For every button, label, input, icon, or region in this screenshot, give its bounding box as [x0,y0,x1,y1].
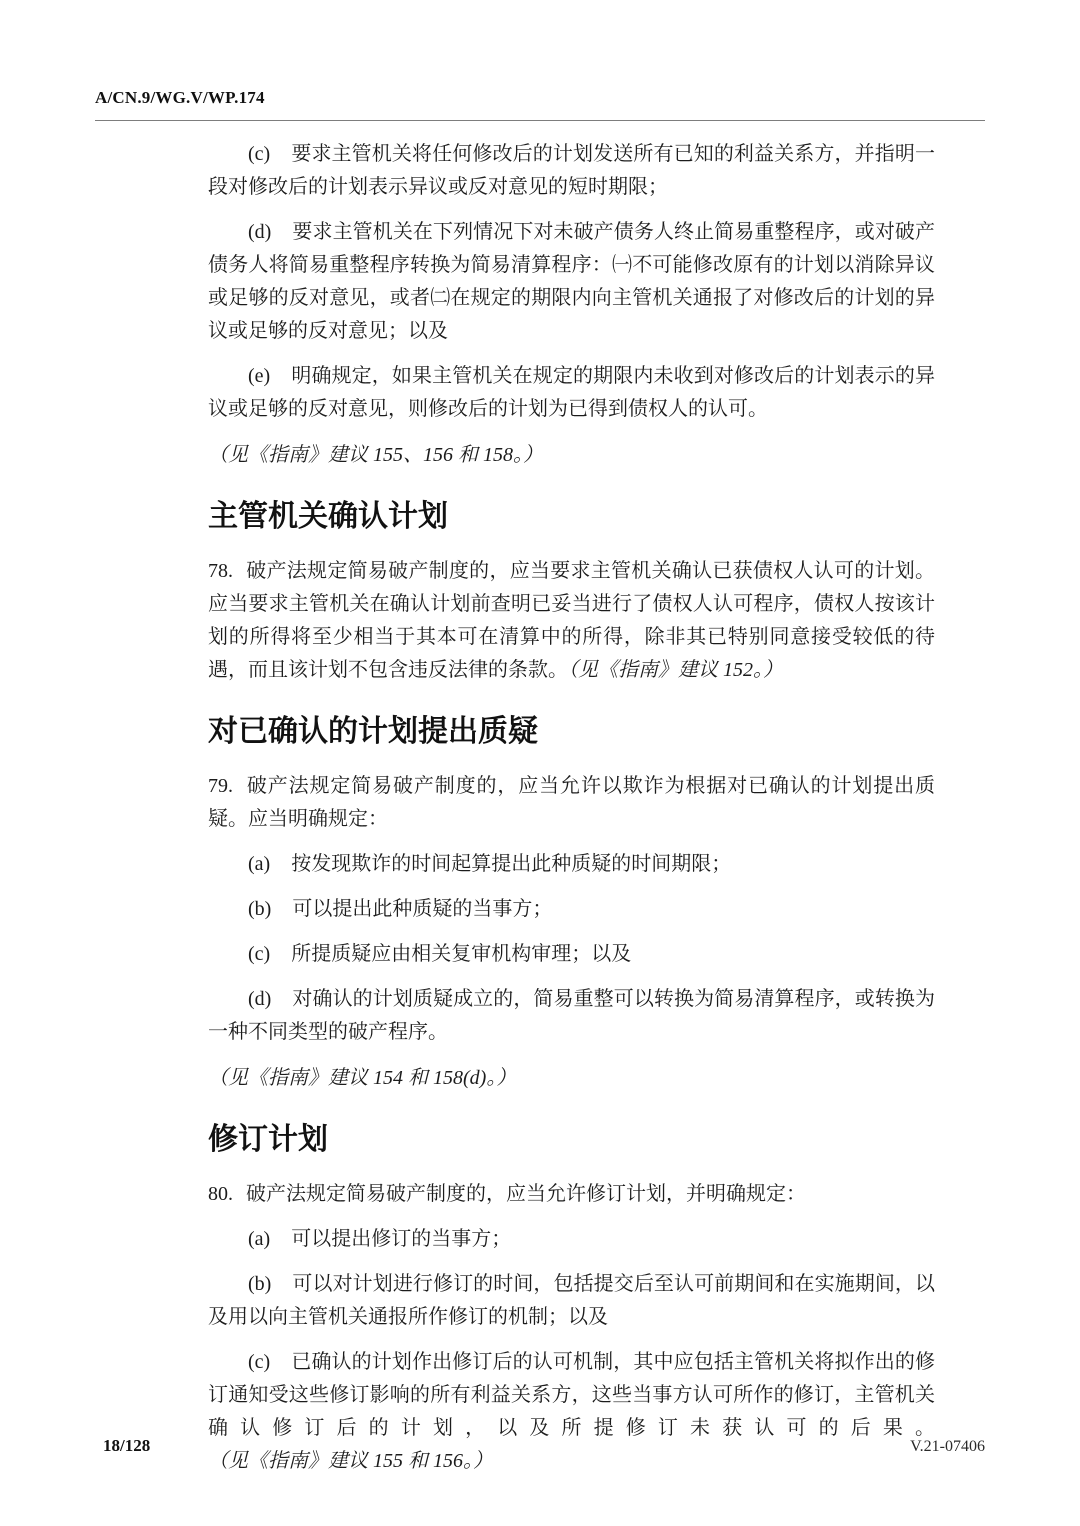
subparagraph-79c [208,938,935,971]
paragraph-number: 78. [208,560,233,582]
subparagraph-text: 可以对计划进行修订的时间，包括提交后至认可前期间和在实施期间，以及用以向主管机关通报所作修订的机制；以及 [208,1273,935,1328]
subparagraph-label: (b) [248,898,272,920]
subparagraph-c [208,138,935,204]
subparagraph-label: (d) [248,221,272,243]
subparagraph-79b [208,893,935,926]
subparagraph-text: 已确认的计划作出修订后的认可机制，其中应包括主管机关将拟作出的修订通知受这些修订影响的所有利益关系方，这些当事方认可所作的修订，主管机关确认修订后的计划，以及所提修订未获认可的后果。 [208,1351,935,1439]
subparagraph-text: 按发现欺诈的时间起算提出此种质疑的时间期限； [291,853,732,875]
document-body [208,126,935,1490]
subparagraph-79d [208,983,935,1049]
paragraph-80 [208,1178,935,1211]
subparagraph-text: 对确认的计划质疑成立的，简易重整可以转换为简易清算程序，或转换为一种不同类型的破产程序。 [208,988,935,1043]
subparagraph-text: 明确规定，如果主管机关在规定的期限内未收到对修改后的计划表示的异议或足够的反对意见，则修改后的计划为已得到债权人的认可。 [208,365,935,420]
inline-citation: （见《指南》建议 155 和 156。） [208,1450,493,1472]
subparagraph-label: (c) [248,143,271,165]
subparagraph-80a [208,1223,935,1256]
subparagraph-80b [208,1268,935,1334]
subparagraph-label: (c) [248,943,271,965]
subparagraph-label: (c) [248,1351,271,1373]
section-heading-amendment: 修订计划 [208,1123,328,1156]
subparagraph-text: 要求主管机关在下列情况下对未破产债务人终止简易重整程序，或对破产债务人将简易重整程序转换为简易清算程序：㈠不可能修改原有的计划以消除异议或足够的反对意见，或者㈡在规定的期限内向主管机关通报了对修改后的计划的异议或足够的反对意见；以及 [208,221,935,342]
subparagraph-80c [208,1346,935,1478]
subparagraph-label: (a) [248,853,271,875]
subparagraph-d [208,216,935,348]
paragraph-text: 破产法规定简易破产制度的，应当允许以欺诈为根据对已确认的计划提出质疑。应当明确规定： [208,775,935,830]
job-number: V.21-07406 [910,1438,985,1455]
subparagraph-label: (d) [248,988,272,1010]
page-footer [95,1436,985,1456]
paragraph-number: 80. [208,1183,233,1205]
section-heading-challenge: 对已确认的计划提出质疑 [208,715,538,748]
citation-note: （见《指南》建议 154 和 158(d)。） [208,1067,517,1089]
subparagraph-79a [208,848,935,881]
paragraph-text: 破产法规定简易破产制度的，应当要求主管机关确认已获债权人认可的计划。应当要求主管机关在确认计划前查明已妥当进行了债权人认可程序，债权人按该计划的所得将至少相当于其本可在清算中的所得，除非其已特别同意接受较低的待遇，而且该计划不包含违反法律的条款。 [208,560,935,681]
document-symbol: A/CN.9/WG.V/WP.174 [95,88,265,107]
subparagraph-text: 所提质疑应由相关复审机构审理；以及 [291,943,632,965]
page-number: 18/128 [103,1436,151,1455]
inline-citation: （见《指南》建议 152。） [568,659,783,681]
subparagraph-e [208,360,935,426]
header-divider [95,120,985,121]
paragraph-text: 破产法规定简易破产制度的，应当允许修订计划，并明确规定： [246,1183,806,1205]
section-heading-confirmation: 主管机关确认计划 [208,500,448,533]
subparagraph-text: 可以提出修订的当事方； [291,1228,512,1250]
subparagraph-text: 要求主管机关将任何修改后的计划发送所有已知的利益关系方，并指明一段对修改后的计划表示异议或反对意见的短时期限； [208,143,935,198]
subparagraph-label: (e) [248,365,271,387]
subparagraph-label: (a) [248,1228,271,1250]
paragraph-78 [208,555,935,687]
paragraph-79 [208,770,935,836]
paragraph-number: 79. [208,775,233,797]
subparagraph-label: (b) [248,1273,272,1295]
subparagraph-text: 可以提出此种质疑的当事方； [292,898,553,920]
citation-note: （见《指南》建议 155、156 和 158。） [208,444,543,466]
